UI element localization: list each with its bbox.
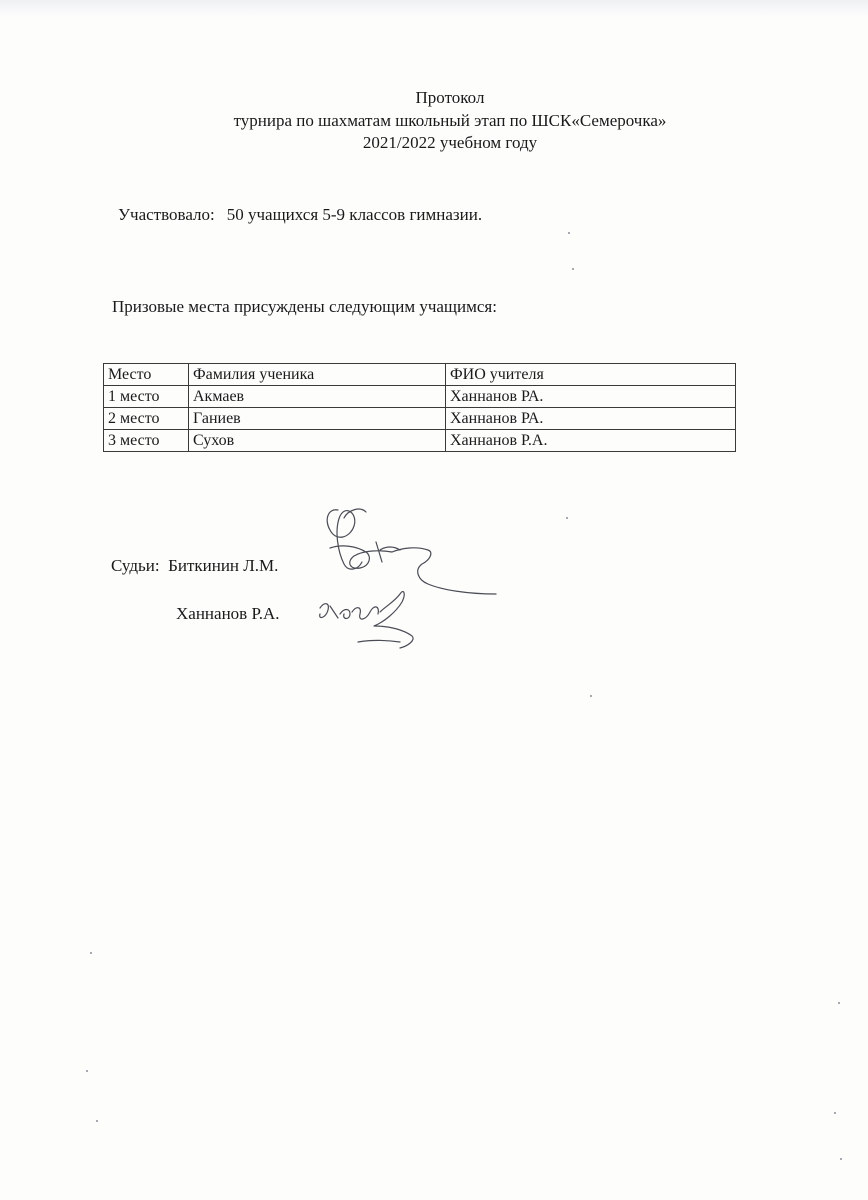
cell-teacher: Ханнанов РА. [446,408,736,430]
document-subtitle: турнира по шахматам школьный этап по ШСК«Семерочка» [233,111,667,130]
results-table [103,363,736,452]
scan-speck [566,517,568,519]
signature-stroke [392,548,496,594]
judge-first-name: Биткинин Л.М. [168,556,279,575]
judges-label: Судьи: [111,556,160,575]
scan-speck [590,695,592,697]
scan-speck [834,1112,836,1114]
table-header-row [104,364,736,386]
signature-stroke [358,641,400,643]
header-student: Фамилия ученика [189,364,446,386]
judge-second-name: Ханнанов Р.А. [176,604,280,623]
cell-student: Ганиев [189,408,446,430]
header-place: Место [104,364,189,386]
participation-label: Участвовало: [118,205,215,224]
cell-student: Акмаев [189,386,446,408]
participation-text: 50 учащихся 5-9 классов гимназии. [226,205,483,224]
handwritten-signatures [300,490,530,670]
signature-stroke [327,510,362,569]
cell-place: 3 место [104,430,189,452]
scan-speck [86,1070,88,1072]
academic-year: 2021/2022 учебном году [362,133,538,152]
document-title: Протокол [415,88,485,107]
participation-line [118,204,482,225]
scan-speck [840,1158,842,1160]
signature-stroke [340,607,378,619]
table-row [104,386,736,408]
scan-speck [572,268,574,270]
scan-speck [96,1120,98,1122]
signature-stroke [374,592,413,648]
judges-line [111,555,278,576]
scan-speck [568,232,570,234]
cell-place: 1 место [104,386,189,408]
scan-edge [0,0,868,18]
signature-stroke [320,604,338,618]
cell-place: 2 место [104,408,189,430]
table-row [104,408,736,430]
cell-teacher: Ханнанов РА. [446,386,736,408]
scan-speck [90,952,92,954]
cell-teacher: Ханнанов Р.А. [446,430,736,452]
prizes-intro: Призовые места присуждены следующим учащимся: [112,297,497,316]
scan-speck [838,1002,840,1004]
table-row [104,430,736,452]
cell-student: Сухов [189,430,446,452]
header-teacher: ФИО учителя [446,364,736,386]
